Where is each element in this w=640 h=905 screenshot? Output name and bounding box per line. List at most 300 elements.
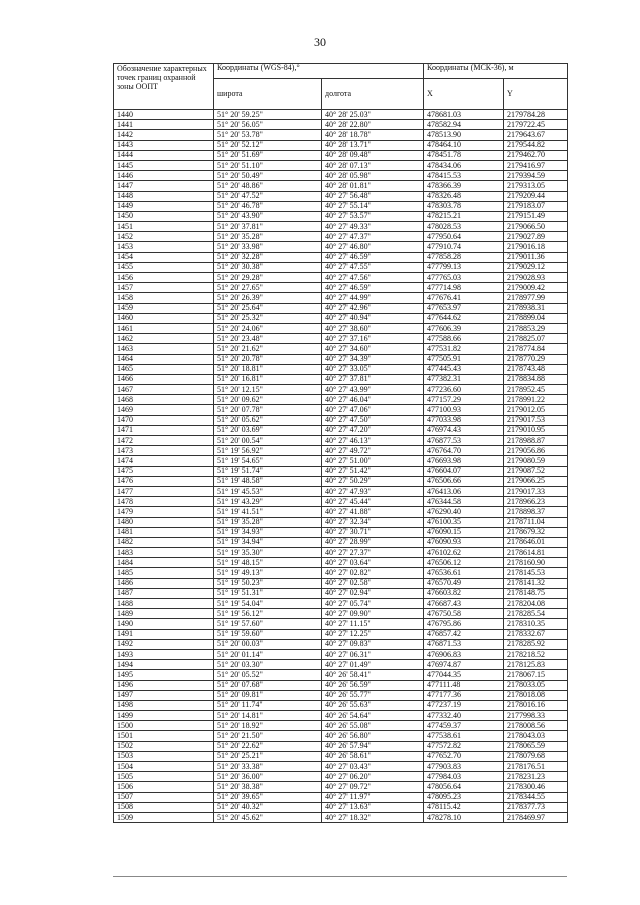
cell-longitude: 40° 27' 02.82": [322, 568, 424, 578]
cell-point-id: 1448: [114, 191, 214, 201]
table-row: [114, 395, 568, 405]
cell-x-coord: 478582.94: [424, 120, 504, 130]
cell-point-id: 1445: [114, 160, 214, 170]
cell-latitude: 51° 20' 01.14": [214, 649, 322, 659]
cell-x-coord: 477676.41: [424, 293, 504, 303]
cell-latitude: 51° 19' 50.23": [214, 578, 322, 588]
table-row: [114, 466, 568, 476]
cell-latitude: 51° 20' 29.28": [214, 273, 322, 283]
table-row: [114, 680, 568, 690]
cell-longitude: 40° 27' 38.60": [322, 323, 424, 333]
table-row: [114, 690, 568, 700]
cell-latitude: 51° 19' 59.60": [214, 629, 322, 639]
cell-x-coord: 477236.60: [424, 385, 504, 395]
table-row: [114, 588, 568, 598]
cell-point-id: 1496: [114, 680, 214, 690]
header-y: Y: [504, 79, 568, 110]
table-row: [114, 211, 568, 221]
cell-point-id: 1472: [114, 436, 214, 446]
table-row: [114, 456, 568, 466]
table-row: [114, 578, 568, 588]
cell-latitude: 51° 20' 52.12": [214, 140, 322, 150]
table-row: [114, 303, 568, 313]
cell-longitude: 40° 27' 09.90": [322, 609, 424, 619]
cell-longitude: 40° 27' 13.63": [322, 802, 424, 812]
cell-y-coord: 2179066.50: [504, 222, 568, 232]
cell-y-coord: 2179313.05: [504, 181, 568, 191]
cell-x-coord: 478028.53: [424, 222, 504, 232]
cell-point-id: 1477: [114, 486, 214, 496]
cell-y-coord: 2179027.89: [504, 232, 568, 242]
cell-latitude: 51° 20' 59.25": [214, 110, 322, 120]
table-row: [114, 599, 568, 609]
cell-x-coord: 477903.83: [424, 762, 504, 772]
cell-x-coord: 476536.61: [424, 568, 504, 578]
cell-latitude: 51° 19' 51.74": [214, 466, 322, 476]
table-row: [114, 191, 568, 201]
cell-latitude: 51° 20' 03.30": [214, 660, 322, 670]
cell-x-coord: 477950.64: [424, 232, 504, 242]
cell-longitude: 40° 28' 07.13": [322, 160, 424, 170]
table-row: [114, 313, 568, 323]
cell-point-id: 1508: [114, 802, 214, 812]
cell-latitude: 51° 20' 47.52": [214, 191, 322, 201]
cell-point-id: 1475: [114, 466, 214, 476]
cell-longitude: 40° 27' 47.50": [322, 415, 424, 425]
cell-latitude: 51° 19' 35.30": [214, 548, 322, 558]
footer-rule: [113, 876, 567, 877]
cell-x-coord: 477588.66: [424, 334, 504, 344]
table-row: [114, 436, 568, 446]
cell-latitude: 51° 19' 45.53": [214, 486, 322, 496]
cell-x-coord: 477044.35: [424, 670, 504, 680]
table-row: [114, 293, 568, 303]
cell-x-coord: 478303.78: [424, 201, 504, 211]
cell-point-id: 1471: [114, 425, 214, 435]
cell-latitude: 51° 19' 54.65": [214, 456, 322, 466]
cell-y-coord: 2179066.25: [504, 476, 568, 486]
cell-latitude: 51° 20' 07.68": [214, 680, 322, 690]
cell-y-coord: 2179183.07: [504, 201, 568, 211]
cell-longitude: 40° 28' 13.71": [322, 140, 424, 150]
cell-longitude: 40° 26' 57.94": [322, 741, 424, 751]
cell-latitude: 51° 20' 39.65": [214, 792, 322, 802]
cell-y-coord: 2178899.04: [504, 313, 568, 323]
cell-x-coord: 478464.10: [424, 140, 504, 150]
cell-y-coord: 2178988.87: [504, 436, 568, 446]
cell-point-id: 1466: [114, 374, 214, 384]
cell-latitude: 51° 20' 48.86": [214, 181, 322, 191]
cell-latitude: 51° 20' 30.38": [214, 262, 322, 272]
cell-x-coord: 477606.39: [424, 323, 504, 333]
table-row: [114, 782, 568, 792]
cell-x-coord: 476871.53: [424, 639, 504, 649]
cell-x-coord: 477984.03: [424, 772, 504, 782]
cell-point-id: 1464: [114, 354, 214, 364]
cell-latitude: 51° 20' 16.81": [214, 374, 322, 384]
cell-longitude: 40° 27' 18.32": [322, 812, 424, 822]
cell-y-coord: 2178008.56: [504, 721, 568, 731]
cell-x-coord: 476090.15: [424, 527, 504, 537]
cell-y-coord: 2179011.36: [504, 252, 568, 262]
table-row: [114, 160, 568, 170]
cell-point-id: 1459: [114, 303, 214, 313]
cell-longitude: 40° 27' 41.88": [322, 507, 424, 517]
cell-point-id: 1456: [114, 273, 214, 283]
cell-y-coord: 2178176.51: [504, 762, 568, 772]
table-row: [114, 731, 568, 741]
cell-latitude: 51° 20' 05.52": [214, 670, 322, 680]
cell-point-id: 1497: [114, 690, 214, 700]
cell-y-coord: 2179722.45: [504, 120, 568, 130]
cell-longitude: 40° 28' 01.81": [322, 181, 424, 191]
table-row: [114, 446, 568, 456]
cell-latitude: 51° 19' 54.04": [214, 599, 322, 609]
table-row: [114, 130, 568, 140]
cell-point-id: 1467: [114, 385, 214, 395]
cell-x-coord: 477505.91: [424, 354, 504, 364]
cell-y-coord: 2179209.44: [504, 191, 568, 201]
cell-point-id: 1483: [114, 548, 214, 558]
table-row: [114, 772, 568, 782]
cell-x-coord: 477799.13: [424, 262, 504, 272]
table-row: [114, 537, 568, 547]
cell-point-id: 1463: [114, 344, 214, 354]
cell-x-coord: 477531.82: [424, 344, 504, 354]
cell-latitude: 51° 20' 05.62": [214, 415, 322, 425]
table-row: [114, 812, 568, 822]
cell-y-coord: 2178160.90: [504, 558, 568, 568]
cell-longitude: 40° 27' 02.58": [322, 578, 424, 588]
cell-y-coord: 2178033.05: [504, 680, 568, 690]
cell-point-id: 1449: [114, 201, 214, 211]
table-row: [114, 262, 568, 272]
table-body: [114, 110, 568, 823]
cell-latitude: 51° 20' 50.49": [214, 171, 322, 181]
cell-point-id: 1504: [114, 762, 214, 772]
cell-longitude: 40° 27' 47.55": [322, 262, 424, 272]
cell-latitude: 51° 20' 33.98": [214, 242, 322, 252]
cell-point-id: 1446: [114, 171, 214, 181]
cell-longitude: 40° 27' 37.81": [322, 374, 424, 384]
cell-point-id: 1491: [114, 629, 214, 639]
cell-point-id: 1506: [114, 782, 214, 792]
cell-y-coord: 2178067.15: [504, 670, 568, 680]
cell-longitude: 40° 27' 53.57": [322, 211, 424, 221]
cell-x-coord: 477157.29: [424, 395, 504, 405]
table-row: [114, 385, 568, 395]
cell-x-coord: 478056.64: [424, 782, 504, 792]
cell-latitude: 51° 19' 34.93": [214, 527, 322, 537]
cell-longitude: 40° 27' 09.83": [322, 639, 424, 649]
cell-point-id: 1485: [114, 568, 214, 578]
cell-y-coord: 2178834.88: [504, 374, 568, 384]
cell-x-coord: 478451.78: [424, 150, 504, 160]
cell-longitude: 40° 27' 47.37": [322, 232, 424, 242]
cell-point-id: 1474: [114, 456, 214, 466]
cell-point-id: 1494: [114, 660, 214, 670]
cell-y-coord: 2178043.03: [504, 731, 568, 741]
cell-x-coord: 476764.70: [424, 446, 504, 456]
cell-y-coord: 2178966.23: [504, 497, 568, 507]
cell-point-id: 1473: [114, 446, 214, 456]
cell-x-coord: 477382.31: [424, 374, 504, 384]
cell-latitude: 51° 20' 18.81": [214, 364, 322, 374]
cell-latitude: 51° 20' 14.81": [214, 711, 322, 721]
cell-x-coord: 476906.83: [424, 649, 504, 659]
cell-y-coord: 2178141.32: [504, 578, 568, 588]
cell-latitude: 51° 20' 03.69": [214, 425, 322, 435]
cell-x-coord: 478513.90: [424, 130, 504, 140]
cell-point-id: 1499: [114, 711, 214, 721]
cell-x-coord: 477652.70: [424, 751, 504, 761]
cell-y-coord: 2179010.95: [504, 425, 568, 435]
cell-y-coord: 2178285.54: [504, 609, 568, 619]
cell-x-coord: 476750.58: [424, 609, 504, 619]
cell-y-coord: 2179643.67: [504, 130, 568, 140]
table-row: [114, 802, 568, 812]
cell-point-id: 1440: [114, 110, 214, 120]
cell-x-coord: 477910.74: [424, 242, 504, 252]
table-row: [114, 517, 568, 527]
cell-point-id: 1505: [114, 772, 214, 782]
table-row: [114, 670, 568, 680]
cell-x-coord: 478278.10: [424, 812, 504, 822]
table-row: [114, 364, 568, 374]
cell-latitude: 51° 20' 09.62": [214, 395, 322, 405]
cell-point-id: 1470: [114, 415, 214, 425]
cell-point-id: 1460: [114, 313, 214, 323]
cell-latitude: 51° 20' 21.62": [214, 344, 322, 354]
cell-longitude: 40° 27' 44.99": [322, 293, 424, 303]
cell-longitude: 40° 26' 55.63": [322, 700, 424, 710]
cell-y-coord: 2178332.67: [504, 629, 568, 639]
table-row: [114, 711, 568, 721]
cell-point-id: 1493: [114, 649, 214, 659]
cell-y-coord: 2178231.23: [504, 772, 568, 782]
cell-y-coord: 2178825.07: [504, 334, 568, 344]
cell-latitude: 51° 19' 51.31": [214, 588, 322, 598]
cell-y-coord: 2179544.82: [504, 140, 568, 150]
cell-longitude: 40° 27' 34.39": [322, 354, 424, 364]
cell-point-id: 1481: [114, 527, 214, 537]
cell-point-id: 1482: [114, 537, 214, 547]
cell-x-coord: 478366.39: [424, 181, 504, 191]
cell-point-id: 1489: [114, 609, 214, 619]
table-row: [114, 476, 568, 486]
cell-longitude: 40° 27' 34.60": [322, 344, 424, 354]
cell-longitude: 40° 27' 56.48": [322, 191, 424, 201]
cell-longitude: 40° 27' 46.59": [322, 252, 424, 262]
cell-latitude: 51° 19' 57.60": [214, 619, 322, 629]
cell-longitude: 40° 27' 46.59": [322, 283, 424, 293]
cell-longitude: 40° 27' 32.34": [322, 517, 424, 527]
cell-y-coord: 2179784.28: [504, 110, 568, 120]
cell-point-id: 1509: [114, 812, 214, 822]
cell-latitude: 51° 20' 11.74": [214, 700, 322, 710]
cell-point-id: 1444: [114, 150, 214, 160]
table-row: [114, 110, 568, 120]
cell-x-coord: 477714.98: [424, 283, 504, 293]
table-row: [114, 273, 568, 283]
cell-latitude: 51° 20' 07.78": [214, 405, 322, 415]
cell-y-coord: 2178204.08: [504, 599, 568, 609]
cell-x-coord: 477765.03: [424, 273, 504, 283]
cell-x-coord: 476603.82: [424, 588, 504, 598]
cell-x-coord: 476687.43: [424, 599, 504, 609]
cell-latitude: 51° 20' 36.00": [214, 772, 322, 782]
table-row: [114, 323, 568, 333]
cell-longitude: 40° 27' 51.00": [322, 456, 424, 466]
cell-y-coord: 2178711.04: [504, 517, 568, 527]
cell-point-id: 1465: [114, 364, 214, 374]
table-row: [114, 201, 568, 211]
cell-x-coord: 478681.03: [424, 110, 504, 120]
cell-longitude: 40° 26' 55.77": [322, 690, 424, 700]
cell-longitude: 40° 27' 02.94": [322, 588, 424, 598]
table-row: [114, 558, 568, 568]
cell-y-coord: 2178145.53: [504, 568, 568, 578]
cell-point-id: 1488: [114, 599, 214, 609]
table-row: [114, 568, 568, 578]
cell-latitude: 51° 19' 48.15": [214, 558, 322, 568]
cell-longitude: 40° 26' 58.61": [322, 751, 424, 761]
cell-latitude: 51° 19' 56.92": [214, 446, 322, 456]
table-row: [114, 751, 568, 761]
cell-longitude: 40° 27' 49.72": [322, 446, 424, 456]
cell-x-coord: 478415.53: [424, 171, 504, 181]
cell-latitude: 51° 19' 41.51": [214, 507, 322, 517]
cell-y-coord: 2178079.68: [504, 751, 568, 761]
cell-y-coord: 2178938.31: [504, 303, 568, 313]
table-row: [114, 283, 568, 293]
cell-latitude: 51° 19' 48.58": [214, 476, 322, 486]
cell-longitude: 40° 28' 25.03": [322, 110, 424, 120]
table-header: [114, 64, 568, 110]
table-row: [114, 660, 568, 670]
cell-longitude: 40° 27' 49.33": [322, 222, 424, 232]
cell-x-coord: 478115.42: [424, 802, 504, 812]
cell-y-coord: 2178310.35: [504, 619, 568, 629]
cell-y-coord: 2178018.08: [504, 690, 568, 700]
header-longitude: долгота: [322, 79, 424, 110]
cell-latitude: 51° 19' 43.29": [214, 497, 322, 507]
cell-y-coord: 2178016.16: [504, 700, 568, 710]
table-row: [114, 252, 568, 262]
cell-point-id: 1450: [114, 211, 214, 221]
cell-x-coord: 476100.35: [424, 517, 504, 527]
cell-x-coord: 477177.36: [424, 690, 504, 700]
cell-latitude: 51° 20' 25.64": [214, 303, 322, 313]
cell-longitude: 40° 27' 46.13": [322, 436, 424, 446]
table-row: [114, 497, 568, 507]
cell-point-id: 1454: [114, 252, 214, 262]
cell-y-coord: 2178125.83: [504, 660, 568, 670]
cell-x-coord: 477237.19: [424, 700, 504, 710]
table-row: [114, 649, 568, 659]
cell-point-id: 1442: [114, 130, 214, 140]
cell-latitude: 51° 20' 18.92": [214, 721, 322, 731]
cell-x-coord: 476974.87: [424, 660, 504, 670]
cell-latitude: 51° 20' 43.90": [214, 211, 322, 221]
cell-x-coord: 477538.61: [424, 731, 504, 741]
cell-x-coord: 476413.06: [424, 486, 504, 496]
cell-point-id: 1455: [114, 262, 214, 272]
cell-latitude: 51° 20' 25.21": [214, 751, 322, 761]
cell-x-coord: 476974.43: [424, 425, 504, 435]
cell-x-coord: 476506.66: [424, 476, 504, 486]
cell-y-coord: 2178065.59: [504, 741, 568, 751]
table-row: [114, 181, 568, 191]
cell-latitude: 51° 20' 22.62": [214, 741, 322, 751]
cell-point-id: 1487: [114, 588, 214, 598]
cell-longitude: 40° 27' 47.06": [322, 405, 424, 415]
cell-latitude: 51° 20' 35.28": [214, 232, 322, 242]
cell-longitude: 40° 27' 11.97": [322, 792, 424, 802]
cell-y-coord: 2179394.59: [504, 171, 568, 181]
table-row: [114, 415, 568, 425]
cell-longitude: 40° 27' 42.96": [322, 303, 424, 313]
cell-point-id: 1498: [114, 700, 214, 710]
cell-longitude: 40° 27' 09.72": [322, 782, 424, 792]
cell-longitude: 40° 26' 56.59": [322, 680, 424, 690]
cell-x-coord: 478095.23: [424, 792, 504, 802]
cell-point-id: 1500: [114, 721, 214, 731]
table-row: [114, 140, 568, 150]
cell-longitude: 40° 28' 09.48": [322, 150, 424, 160]
cell-longitude: 40° 27' 55.14": [322, 201, 424, 211]
cell-point-id: 1486: [114, 578, 214, 588]
cell-x-coord: 476570.49: [424, 578, 504, 588]
cell-latitude: 51° 19' 49.13": [214, 568, 322, 578]
cell-longitude: 40° 27' 12.25": [322, 629, 424, 639]
table-row: [114, 232, 568, 242]
cell-longitude: 40° 27' 46.04": [322, 395, 424, 405]
cell-point-id: 1441: [114, 120, 214, 130]
cell-x-coord: 477100.93: [424, 405, 504, 415]
cell-x-coord: 478326.48: [424, 191, 504, 201]
cell-y-coord: 2178285.92: [504, 639, 568, 649]
cell-latitude: 51° 20' 40.32": [214, 802, 322, 812]
cell-y-coord: 2179151.49: [504, 211, 568, 221]
table-row: [114, 507, 568, 517]
cell-latitude: 51° 20' 51.10": [214, 160, 322, 170]
header-x: X: [424, 79, 504, 110]
table-row: [114, 762, 568, 772]
cell-y-coord: 2179012.05: [504, 405, 568, 415]
table-row: [114, 120, 568, 130]
table-row: [114, 374, 568, 384]
cell-latitude: 51° 20' 21.50": [214, 731, 322, 741]
cell-y-coord: 2179087.52: [504, 466, 568, 476]
cell-latitude: 51° 20' 33.38": [214, 762, 322, 772]
table-row: [114, 242, 568, 252]
cell-latitude: 51° 19' 34.94": [214, 537, 322, 547]
cell-latitude: 51° 20' 27.65": [214, 283, 322, 293]
cell-point-id: 1507: [114, 792, 214, 802]
cell-longitude: 40° 27' 05.74": [322, 599, 424, 609]
cell-y-coord: 2178952.45: [504, 385, 568, 395]
table-row: [114, 639, 568, 649]
cell-y-coord: 2178148.75: [504, 588, 568, 598]
cell-latitude: 51° 20' 32.28": [214, 252, 322, 262]
header-point-name: Обозначение характерных точек границ охранной зоны ООПТ: [114, 64, 214, 110]
table-row: [114, 548, 568, 558]
cell-longitude: 40° 26' 56.80": [322, 731, 424, 741]
cell-latitude: 51° 20' 00.03": [214, 639, 322, 649]
cell-latitude: 51° 20' 26.39": [214, 293, 322, 303]
cell-point-id: 1480: [114, 517, 214, 527]
